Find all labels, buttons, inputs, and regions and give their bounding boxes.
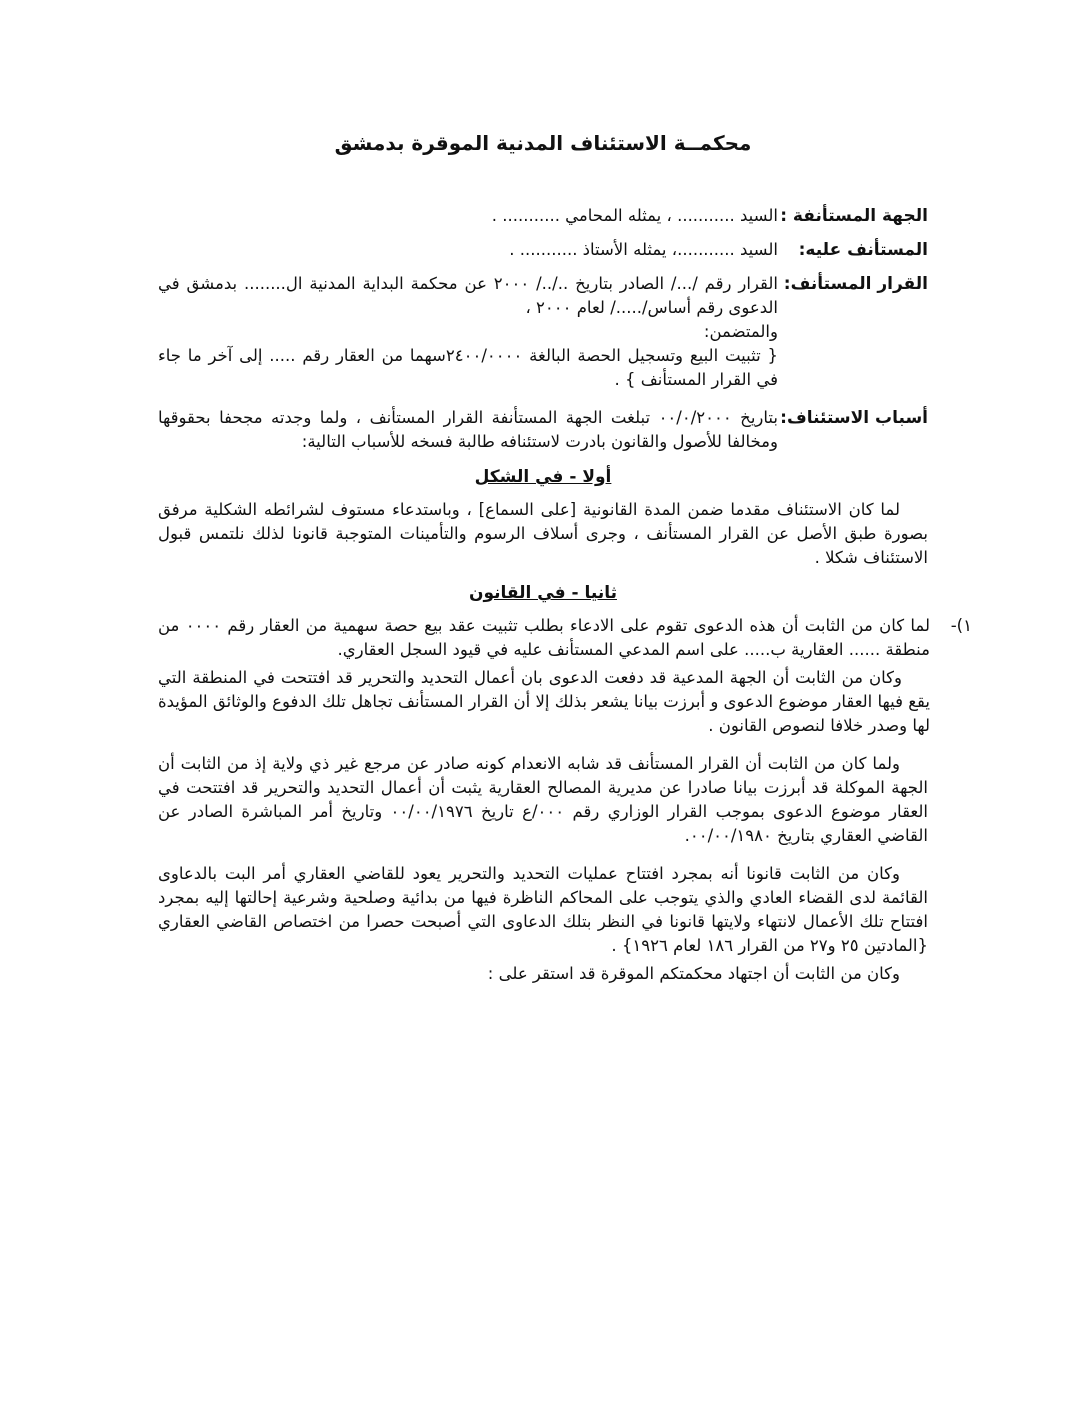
item-number: ١)-	[950, 616, 972, 635]
law-paragraph: لما كان من الثابت أن هذه الدعوى تقوم على الادعاء بطلب تثبيت عقد بيع حصة سهمية من العقار رقم ٠٠٠٠ من منطقة ...... العقارية ب..... على اسم المدعي المستأنف عليه في قيود السجل العقاري.	[158, 616, 930, 659]
law-paragraph: وكان من الثابت أن اجتهاد محكمتكم الموقرة قد استقر على :	[487, 964, 900, 983]
field-value	[158, 204, 778, 228]
field-label: أسباب الاستئناف:	[780, 408, 928, 428]
field-line: السيد ...........، يمثله الأستاذ ........... .	[509, 240, 778, 259]
section-paragraph: لما كان الاستئناف مقدما ضمن المدة القانونية [على السماع] ، وباستدعاء مستوف لشرائطه الشكلية مرفق بصورة طبق الأصل عن القرار المستأنف ، وجرى أسلاف الرسوم والتأمينات المتوجبة قانونا لذلك نلتمس قبول الاستئناف شكلا .	[158, 500, 928, 567]
field-appeal-grounds	[158, 406, 928, 454]
field-line: بتاريخ ٠٠/٠/٢٠٠٠ تبلغت الجهة المستأنفة القرار المستأنف ، ولما وجدته مجحفا بحقوقها ومخالفا للأصول والقانون بادرت لاستئنافه طالبة فسخه للأسباب التالية:	[158, 408, 778, 451]
field-value	[158, 238, 778, 262]
numbered-item	[158, 614, 972, 742]
section-heading-form: أولا - في الشكل	[474, 467, 612, 487]
field-label: الجهة المستأنفة :	[780, 206, 928, 226]
field-value	[158, 272, 778, 392]
section-heading-law: ثانيا - في القانون	[469, 583, 617, 603]
field-line: القرار رقم /.../ الصادر بتاريخ ../../ ٢٠٠٠ عن محكمة البداية المدنية ال........ بدمشق في الدعوى رقم أساس/...../ لعام ٢٠٠٠ ،	[158, 274, 778, 317]
field-appellant	[158, 204, 928, 228]
field-line: والمتضمن:	[703, 322, 778, 341]
field-respondent	[158, 238, 928, 262]
field-label: القرار المستأنف:	[783, 274, 928, 294]
item-body	[158, 614, 930, 742]
field-line: السيد ........... ، يمثله المحامي ........... .	[491, 206, 778, 225]
document-title: محكمــة الاستئناف المدنية الموقرة بدمشق	[334, 131, 752, 155]
law-paragraph: وكان من الثابت أن الجهة المدعية قد دفعت الدعوى بان أعمال التحديد والتحرير قد افتتحت في المنطقة التي يقع فيها العقار موضوع الدعوى و أبرزت بيانا يشعر بذلك إلا أن القرار المستأنف تجاهل تلك الدفوع والوثائق المؤيدة لها وصدر خلافا لنصوص القانون .	[158, 668, 930, 735]
field-label: المستأنف عليه:	[798, 240, 928, 260]
field-value	[158, 406, 778, 454]
field-appealed-decision	[158, 272, 928, 392]
law-paragraph: ولما كان من الثابت أن القرار المستأنف قد شابه الانعدام كونه صادر عن مرجع غير ذي ولاية إذ من الثابت أن الجهة الموكلة قد أبرزت بيانا صادرا عن مديرية المصالح العقارية يثبت أن أعمال التحديد والتحرير قد افتتحت في العقار موضوع الدعوى بموجب القرار الوزاري رقم ٠٠٠/ع تاريخ ٠٠/٠٠/١٩٧٦ وتاريخ أمر المباشرة الصادر عن القاضي العقاري بتاريخ ٠٠/٠٠/١٩٨٠.	[158, 754, 928, 845]
field-line: { تثبيت البيع وتسجيل الحصة البالغة ٢٤٠٠/٠٠٠٠سهما من العقار رقم ..... إلى آخر ما جاء في القرار المستأنف } .	[158, 346, 778, 389]
law-paragraph: وكان من الثابت قانونا أنه بمجرد افتتاح عمليات التحديد والتحرير يعود للقاضي العقاري أمر البت بالدعاوى القائمة لدى القضاء العادي والذي يتوجب على المحاكم الناظرة فيها من بدائية وصلحية وشرعية إحالتها إليه بمجرد افتتاح تلك الأعمال لانتهاء ولايتها قانونا في النظر بتلك الدعاوى التي أصبحت حصرا من اختصاص القاضي العقاري {المادتين ٢٥ و٢٧ من القرار ١٨٦ لعام ١٩٢٦} .	[158, 864, 928, 955]
